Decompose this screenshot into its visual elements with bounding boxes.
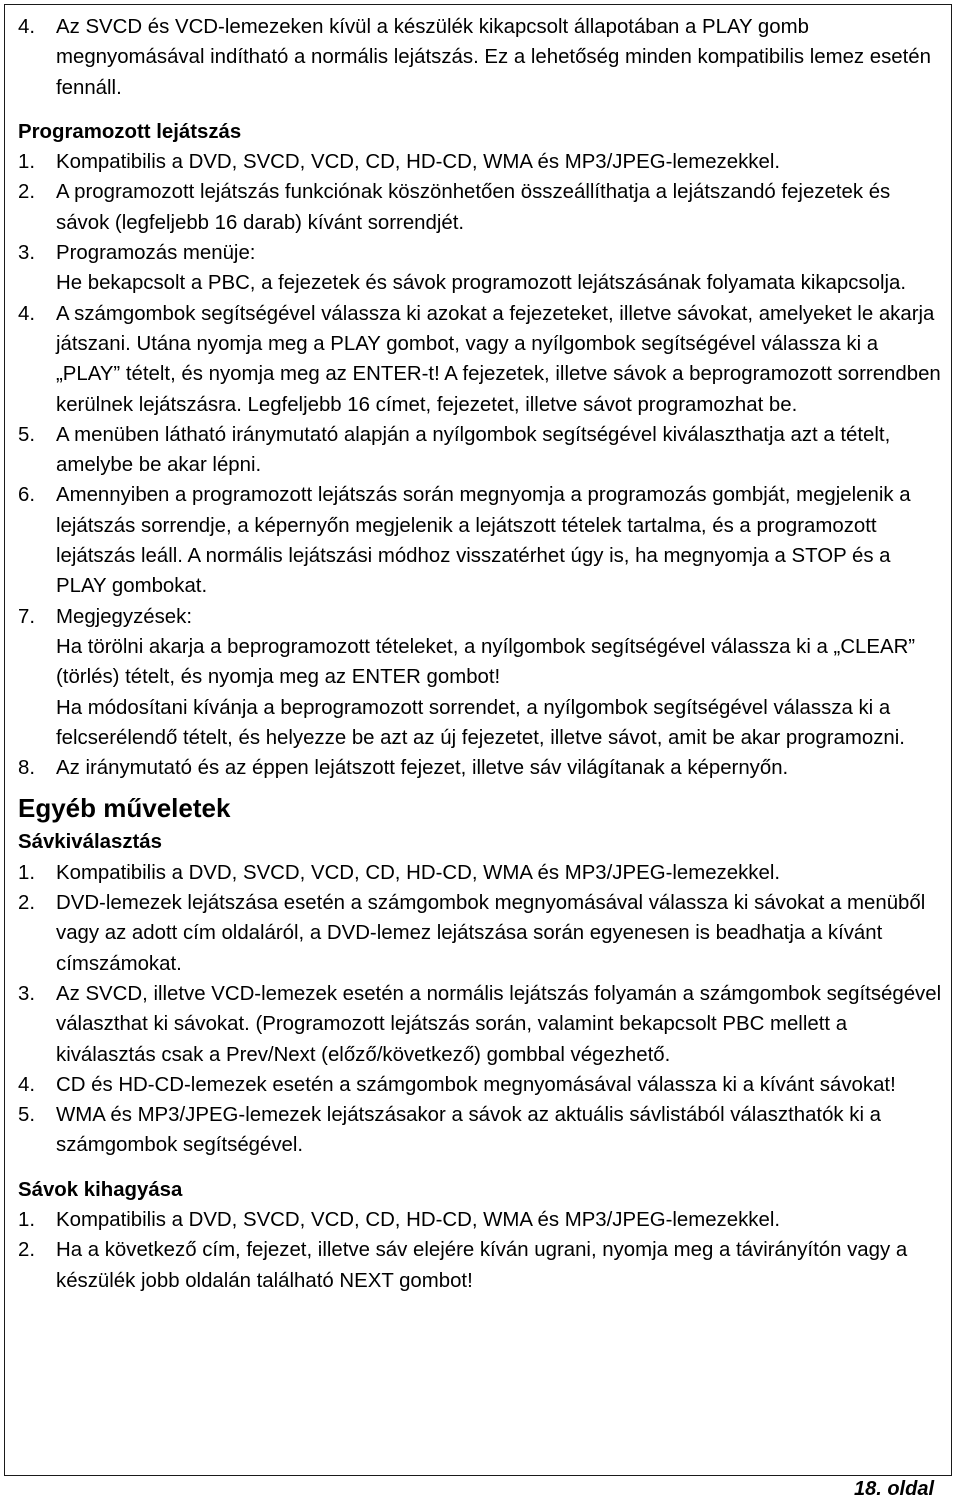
item-text: CD és HD-CD-lemezek esetén a számgombok megnyomásával válassza ki a kívánt sávokat! [56, 1073, 896, 1096]
item-text: Kompatibilis a DVD, SVCD, VCD, CD, HD-CD, WMA és MP3/JPEG-lemezekkel. [56, 1208, 781, 1231]
list-item [18, 1070, 942, 1100]
item-text: WMA és MP3/JPEG-lemezek lejátszásakor a sávok az aktuális sávlistából választhatók ki a számgombok segítségével. [56, 1104, 882, 1157]
item-text: Ha módosítani kívánja a beprogramozott sorrendet, a nyílgombok segítségével válassza ki a felcserélendő tételt, és helyezze be azt az új fejezetet, illetve sávot, amit be akar programozni. [56, 696, 905, 749]
item-number: 4. [18, 16, 36, 38]
item-number: 8. [18, 757, 36, 780]
page-content [18, 12, 942, 1296]
intro-list-item [18, 12, 942, 103]
item-text: Ha törölni akarja a beprogramozott tételeket, a nyílgombok segítségével válassza ki a „CLEAR” (törlés) tételt, és nyomja meg az ENTER gombot! [56, 635, 916, 689]
list-item [18, 888, 942, 979]
item-number: 1. [18, 1208, 36, 1231]
item-number: 7. [18, 605, 36, 628]
item-number: 4. [18, 1073, 36, 1096]
item-number: 4. [18, 302, 36, 325]
programmed-list [18, 147, 942, 783]
list-item [18, 299, 942, 420]
item-text: Az iránymutató és az éppen lejátszott fejezet, illetve sáv világítanak a képernyőn. [56, 757, 789, 780]
spacer [18, 1161, 942, 1175]
list-item [18, 238, 942, 299]
item-number: 1. [18, 861, 36, 884]
item-number: 2. [18, 892, 36, 915]
item-number: 5. [18, 423, 36, 446]
track-select-list [18, 858, 942, 1161]
item-number: 2. [18, 1239, 36, 1262]
item-number: 5. [18, 1104, 36, 1127]
item-number: 3. [18, 242, 36, 265]
item-number: 3. [18, 982, 36, 1005]
item-text: Megjegyzések: [56, 605, 193, 628]
item-text: Amennyiben a programozott lejátszás során megnyomja a programozás gombját, megjelenik a lejátszás sorrendje, a képernyőn megjelenik a lejátszott tételek tartalma, és a programozott lejátszás leáll. A normális lejátszási módhoz visszatérhet úgy is, ha megnyomja a STOP és a PLAY gombokat. [56, 484, 911, 598]
item-text: Kompatibilis a DVD, SVCD, VCD, CD, HD-CD, WMA és MP3/JPEG-lemezekkel. [56, 151, 781, 174]
item-text: Ha a következő cím, fejezet, illetve sáv elejére kíván ugrani, nyomja meg a távirányítón vagy a készülék jobb oldalán található NEXT gombot! [56, 1239, 908, 1292]
list-item [18, 602, 942, 753]
item-number: 2. [18, 181, 36, 204]
skip-list [18, 1205, 942, 1296]
section-heading-programmed: Programozott lejátszás [18, 120, 242, 143]
list-item [18, 480, 942, 601]
list-item [18, 753, 942, 783]
spacer [18, 103, 942, 117]
page-heading-other-operations: Egyéb műveletek [18, 793, 231, 824]
item-text: He bekapcsolt a PBC, a fejezetek és sávok programozott lejátszásának folyamata kikapcsolja. [56, 272, 907, 295]
list-item [18, 1235, 942, 1296]
item-number: 1. [18, 151, 36, 174]
section-heading-track-select: Sávkiválasztás [18, 831, 162, 854]
list-item [18, 1100, 942, 1161]
list-item [18, 147, 942, 177]
list-item [18, 420, 942, 481]
list-item [18, 979, 942, 1070]
item-text: Az SVCD és VCD-lemezeken kívül a készülék kikapcsolt állapotában a PLAY gomb megnyomásával indítható a normális lejátszás. Ez a lehetőség minden kompatibilis lemez esetén fennáll. [56, 16, 931, 99]
item-text: Kompatibilis a DVD, SVCD, VCD, CD, HD-CD, WMA és MP3/JPEG-lemezekkel. [56, 861, 781, 884]
list-item [18, 1205, 942, 1235]
item-number: 6. [18, 484, 36, 507]
item-text: Programozás menüje: [56, 242, 256, 265]
list-item [18, 177, 942, 238]
item-text: A programozott lejátszás funkciónak köszönhetően összeállíthatja a lejátszandó fejezetek és sávok (legfeljebb 16 darab) kívánt sorrendjét. [56, 181, 891, 234]
item-text: Az SVCD, illetve VCD-lemezek esetén a normális lejátszás folyamán a számgombok segítségével választhat ki sávokat. (Programozott lejátszás során, valamint bekapcsolt PBC mellett a kiválasztás csak a Prev/Next (előző/következő) gombbal végezhető. [56, 982, 942, 1066]
page-number: 18. oldal [853, 1478, 934, 1500]
item-text: DVD-lemezek lejátszása esetén a számgombok megnyomásával válassza ki sávokat a menüből vagy az adott cím oldaláról, a DVD-lemez lejátszása során egyenesen is beadhatja a kívánt címszámokat. [56, 892, 926, 975]
item-text: A számgombok segítségével válassza ki azokat a fejezeteket, illetve sávokat, amelyeket le akarja játszani. Utána nyomja meg a PLAY gombot, vagy a nyílgombok segítségével válassza ki a „PLAY” tételt, és nyomja meg az ENTER-t! A fejezetek, illetve sávok a beprogramozott sorrendben kerülnek lejátszásra. Legfeljebb 16 címet, fejezetet, illetve sávot programozhat be. [56, 302, 941, 416]
item-text: A menüben látható iránymutató alapján a nyílgombok segítségével kiválaszthatja azt a tételt, amelybe be akar lépni. [56, 423, 891, 477]
list-item [18, 858, 942, 888]
section-heading-skip: Sávok kihagyása [18, 1178, 183, 1201]
